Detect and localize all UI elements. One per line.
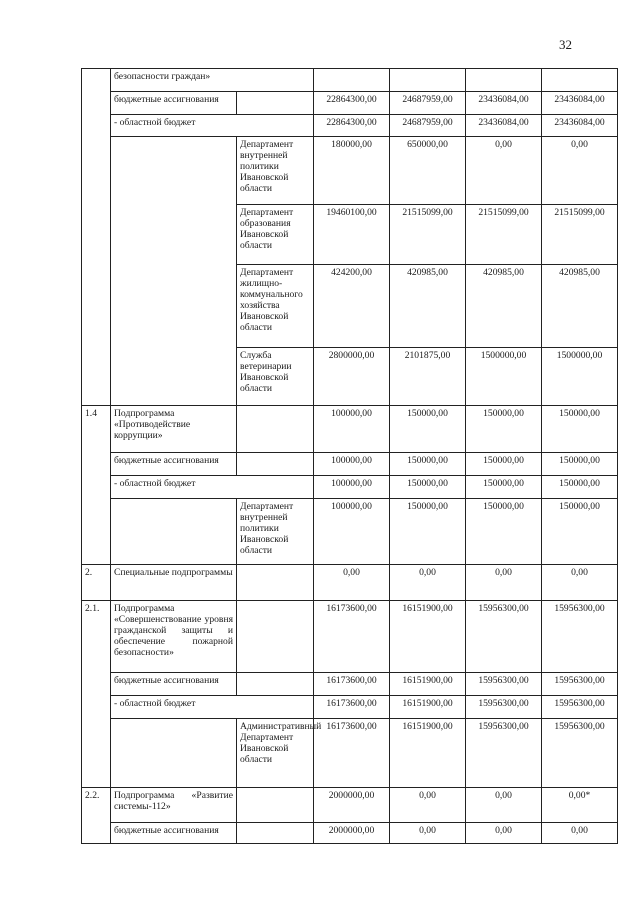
blank-cell <box>111 719 237 788</box>
value-cell: 19460100,00 <box>314 205 390 265</box>
table-row <box>82 453 618 476</box>
value-cell: 420985,00 <box>542 265 618 348</box>
executor-cell <box>237 565 314 601</box>
value-cell: 16173600,00 <box>314 673 390 696</box>
table-row <box>82 69 618 92</box>
value-cell: 150000,00 <box>542 499 618 565</box>
value-cell: 23436084,00 <box>542 92 618 115</box>
value-cell: 150000,00 <box>466 476 542 499</box>
table-row <box>82 476 618 499</box>
value-cell: 15956300,00 <box>466 696 542 719</box>
executor-cell: Департамент внутренней политики Ивановской области <box>237 499 314 565</box>
executor-cell <box>237 453 314 476</box>
row-name: Подпрограмма «Совершенствование уровня гражданской защиты и обеспечение пожарной безопасности» <box>111 601 237 673</box>
value-cell: 15956300,00 <box>542 673 618 696</box>
table-row <box>82 719 618 788</box>
value-cell: 1500000,00 <box>542 348 618 406</box>
value-cell: 150000,00 <box>542 453 618 476</box>
table-row <box>82 92 618 115</box>
value-cell: 24687959,00 <box>390 115 466 137</box>
executor-cell: Департамент жилищно-коммунального хозяйства Ивановской области <box>237 265 314 348</box>
executor-cell: Департамент внутренней политики Ивановской области <box>237 137 314 205</box>
value-cell: 22864300,00 <box>314 92 390 115</box>
row-name: Подпрограмма «Развитие системы-112» <box>111 788 237 823</box>
value-cell: 0,00 <box>314 565 390 601</box>
value-cell: 2000000,00 <box>314 823 390 844</box>
value-cell: 150000,00 <box>390 406 466 453</box>
table-row <box>82 137 618 205</box>
table-row <box>82 823 618 844</box>
value-cell: 23436084,00 <box>466 92 542 115</box>
row-name: Специальные подпрограммы <box>111 565 237 601</box>
value-cell: 16151900,00 <box>390 696 466 719</box>
executor-cell <box>237 406 314 453</box>
value-cell: 16151900,00 <box>390 719 466 788</box>
value-cell: 24687959,00 <box>390 92 466 115</box>
value-cell: 180000,00 <box>314 137 390 205</box>
value-cell: 0,00* <box>542 788 618 823</box>
value-cell: 150000,00 <box>466 499 542 565</box>
executor-cell <box>237 788 314 823</box>
row-name: бюджетные ассигнования <box>111 673 237 696</box>
value-cell: 16173600,00 <box>314 696 390 719</box>
table-row <box>82 406 618 453</box>
value-cell: 2101875,00 <box>390 348 466 406</box>
blank-cell <box>111 499 237 565</box>
value-cell: 23436084,00 <box>466 115 542 137</box>
value-cell: 100000,00 <box>314 476 390 499</box>
executor-cell <box>237 673 314 696</box>
value-cell: 150000,00 <box>542 476 618 499</box>
value-cell: 16173600,00 <box>314 719 390 788</box>
table-row <box>82 565 618 601</box>
executor-cell <box>237 823 314 844</box>
value-cell: 15956300,00 <box>466 673 542 696</box>
value-cell: 0,00 <box>466 823 542 844</box>
executor-cell: Служба ветеринарии Ивановской области <box>237 348 314 406</box>
blank-cell <box>111 137 237 406</box>
value-cell: 0,00 <box>390 823 466 844</box>
row-name: безопасности граждан» <box>111 69 314 92</box>
value-cell: 15956300,00 <box>542 696 618 719</box>
row-name: бюджетные ассигнования <box>111 453 237 476</box>
value-cell: 100000,00 <box>314 499 390 565</box>
row-number <box>82 69 111 406</box>
row-name: Подпрограмма «Противодействие коррупции» <box>111 406 237 453</box>
value-cell: 21515099,00 <box>466 205 542 265</box>
row-number: 2.2. <box>82 788 111 844</box>
value-cell: 21515099,00 <box>390 205 466 265</box>
value-cell: 0,00 <box>542 565 618 601</box>
value-cell: 150000,00 <box>466 406 542 453</box>
value-cell: 15956300,00 <box>466 719 542 788</box>
value-cell: 15956300,00 <box>542 719 618 788</box>
value-cell: 2000000,00 <box>314 788 390 823</box>
value-cell: 100000,00 <box>314 406 390 453</box>
value-cell: 100000,00 <box>314 453 390 476</box>
value-cell: 16151900,00 <box>390 601 466 673</box>
value-cell: 150000,00 <box>542 406 618 453</box>
value-cell: 150000,00 <box>390 453 466 476</box>
value-cell: 21515099,00 <box>542 205 618 265</box>
value-cell: 150000,00 <box>390 499 466 565</box>
row-number: 2. <box>82 565 111 601</box>
value-cell: 16151900,00 <box>390 673 466 696</box>
row-number: 1.4 <box>82 406 111 565</box>
executor-cell: Административный Департамент Ивановской области <box>237 719 314 788</box>
executor-cell <box>237 92 314 115</box>
page-number: 32 <box>559 37 572 52</box>
value-cell: 0,00 <box>542 137 618 205</box>
table-row <box>82 499 618 565</box>
row-name: - областной бюджет <box>111 476 314 499</box>
value-cell <box>390 69 466 92</box>
value-cell: 150000,00 <box>390 476 466 499</box>
row-number: 2.1. <box>82 601 111 788</box>
row-name: - областной бюджет <box>111 696 314 719</box>
value-cell: 150000,00 <box>466 453 542 476</box>
value-cell: 23436084,00 <box>542 115 618 137</box>
value-cell: 0,00 <box>466 137 542 205</box>
value-cell: 16173600,00 <box>314 601 390 673</box>
value-cell: 2800000,00 <box>314 348 390 406</box>
value-cell: 1500000,00 <box>466 348 542 406</box>
value-cell: 15956300,00 <box>466 601 542 673</box>
value-cell: 0,00 <box>542 823 618 844</box>
value-cell: 424200,00 <box>314 265 390 348</box>
value-cell: 15956300,00 <box>542 601 618 673</box>
value-cell <box>466 69 542 92</box>
executor-cell <box>237 601 314 673</box>
value-cell <box>542 69 618 92</box>
table-row <box>82 788 618 823</box>
value-cell <box>314 69 390 92</box>
table-row <box>82 115 618 137</box>
value-cell: 650000,00 <box>390 137 466 205</box>
row-name: - областной бюджет <box>111 115 314 137</box>
value-cell: 420985,00 <box>390 265 466 348</box>
value-cell: 22864300,00 <box>314 115 390 137</box>
row-name: бюджетные ассигнования <box>111 92 237 115</box>
table-row <box>82 601 618 673</box>
table-row <box>82 673 618 696</box>
value-cell: 0,00 <box>390 788 466 823</box>
row-name: бюджетные ассигнования <box>111 823 237 844</box>
budget-table <box>81 68 618 844</box>
value-cell: 0,00 <box>390 565 466 601</box>
value-cell: 0,00 <box>466 565 542 601</box>
value-cell: 420985,00 <box>466 265 542 348</box>
executor-cell: Департамент образования Ивановской области <box>237 205 314 265</box>
table-row <box>82 696 618 719</box>
value-cell: 0,00 <box>466 788 542 823</box>
